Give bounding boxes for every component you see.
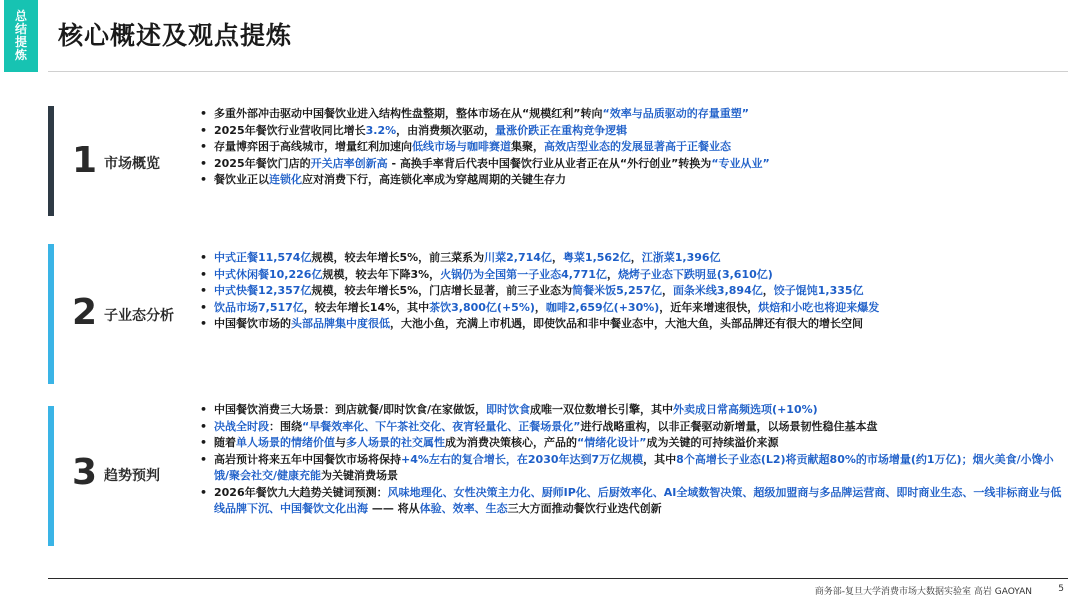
highlight-text: “情绪化设计” bbox=[577, 436, 647, 449]
highlight-text: 低线市场与咖啡赛道 bbox=[412, 140, 511, 153]
highlight-text: 外卖成日常高频选项(+10%) bbox=[673, 403, 818, 416]
body-text: ， bbox=[661, 284, 673, 297]
section-number: 3 bbox=[72, 452, 98, 493]
highlight-text: 8个高增长子业态(L2)将贡献超80%的市场增量(约1万亿)；烟火美食/小馋小饿/聚会社交/健康充能 bbox=[214, 452, 1054, 482]
body-text: 餐饮业正以 bbox=[214, 173, 269, 186]
highlight-text: 中式休闲餐10,226亿 bbox=[214, 267, 323, 281]
highlight-text: 江浙菜1,396亿 bbox=[641, 251, 721, 264]
highlight-text: “专业从业” bbox=[711, 156, 770, 170]
highlight-text: 开关店率创新高 bbox=[310, 156, 388, 170]
bullet-item bbox=[200, 267, 1062, 284]
bullet-item bbox=[200, 250, 1062, 267]
highlight-text: 饮品市场7,517亿 bbox=[214, 300, 304, 314]
highlight-text: “效率与品质驱动的存量重塑” bbox=[602, 107, 749, 120]
bullet-item bbox=[200, 452, 1062, 485]
highlight-text: 咖啡2,659亿(+30%) bbox=[545, 300, 660, 314]
highlight-text: 单人场景的情绪价值 bbox=[236, 436, 335, 449]
body-text: 三大方面推动餐饮行业迭代创新 bbox=[507, 502, 662, 515]
section-number: 1 bbox=[72, 140, 98, 181]
footer-divider bbox=[48, 578, 1068, 579]
highlight-text: 即时饮食 bbox=[486, 403, 531, 416]
body-text: 中国餐饮消费三大场景：到店就餐/即时饮食/在家做饭， bbox=[214, 403, 487, 416]
body-text: - 高换手率背后代表中国餐饮行业从业者正在从“外行创业”转换为 bbox=[387, 156, 712, 170]
body-text: ，较去年增长14%，其中 bbox=[303, 300, 430, 314]
section-number: 2 bbox=[72, 292, 98, 333]
body-text: 存量博弈困于高线城市，增量红利加速向 bbox=[214, 140, 412, 153]
highlight-text: 火锅仍为全国第一子业态4,771亿 bbox=[440, 267, 607, 281]
body-text: ，其中 bbox=[643, 452, 677, 466]
highlight-text: 烘焙和小吃也将迎来爆发 bbox=[758, 300, 880, 314]
highlight-text: 量涨价跌正在重构竞争逻辑 bbox=[495, 123, 628, 137]
body-text: ， bbox=[606, 267, 618, 281]
body-text: 中国餐饮市场的 bbox=[214, 317, 291, 330]
body-text: 2026年餐饮九大趋势关键词预测： bbox=[214, 485, 388, 499]
highlight-text: 决战全时段 bbox=[214, 419, 269, 433]
body-text: 成唯一双位数增长引擎，其中 bbox=[530, 403, 674, 416]
highlight-text: 3.2% bbox=[365, 123, 397, 137]
section-tab-label: 总结提炼 bbox=[14, 9, 27, 62]
bullet-item bbox=[200, 316, 1062, 333]
section-label: 市场概览 bbox=[104, 156, 160, 172]
body-text: 规模，较去年下降3%， bbox=[322, 267, 441, 281]
bullet-item bbox=[200, 485, 1062, 518]
section-trend-forecast bbox=[48, 403, 1068, 546]
highlight-text: 简餐米饭5,257亿 bbox=[572, 284, 662, 297]
highlight-text: 多人场景的社交属性 bbox=[346, 436, 445, 449]
section-subformat-analysis bbox=[48, 244, 1068, 384]
body-text: ，近年来增速很快， bbox=[659, 300, 759, 314]
body-text: 进行战略重构，以非正餐驱动新增量，以场景韧性稳住基本盘 bbox=[580, 419, 878, 433]
body-text: 2025年餐饮门店的 bbox=[214, 156, 311, 170]
body-text: 应对消费下行，高连锁化率成为穿越周期的关键生存力 bbox=[302, 173, 566, 186]
body-text: ， bbox=[762, 284, 774, 297]
bullet-list bbox=[200, 106, 1062, 189]
highlight-text: 体验、效率、生态 bbox=[419, 502, 508, 515]
bullet-item bbox=[200, 172, 1062, 189]
highlight-text: 茶饮3,800亿(+5%) bbox=[429, 300, 535, 314]
bullet-item bbox=[200, 123, 1062, 140]
title-divider bbox=[48, 71, 1068, 72]
body-text: 成为消费决策核心，产品的 bbox=[445, 436, 577, 449]
highlight-text: 烧烤子业态下跌明显(3,610亿) bbox=[617, 267, 773, 281]
highlight-text: 中式快餐12,357亿 bbox=[214, 284, 312, 297]
body-text: 为关键消费场景 bbox=[321, 469, 399, 482]
bullet-item bbox=[200, 419, 1062, 436]
section-bar bbox=[48, 244, 54, 384]
highlight-text: 风味地理化、女性决策主力化、厨师IP化、后厨效率化、AI全域数智决策、超级加盟商与多品牌运营商、即时商业生态、一线非标商业与低线品牌下沉、中国餐饮文化出海 bbox=[214, 485, 1062, 515]
body-text: 与 bbox=[335, 436, 346, 449]
highlight-text: 头部品牌集中度很低 bbox=[291, 317, 390, 330]
footer-source: 商务部-复旦大学消费市场大数据实验室 高岩 GAOYAN bbox=[814, 587, 1032, 597]
bullet-item bbox=[200, 106, 1062, 123]
body-text: —— 将从 bbox=[368, 502, 420, 515]
bullet-list bbox=[200, 402, 1062, 518]
body-text: ：围绕 bbox=[269, 419, 302, 433]
body-text: 2025年餐饮行业营收同比增长 bbox=[214, 123, 366, 137]
bullet-item bbox=[200, 300, 1062, 317]
body-text: ，大池小鱼，充满上市机遇，即使饮品和非中餐业态中，大池大鱼，头部品牌还有很大的增长空间 bbox=[390, 317, 863, 330]
body-text: 规模，较去年增长5%，前三菜系为 bbox=[311, 251, 485, 264]
body-text: ， bbox=[630, 251, 642, 264]
section-market-overview bbox=[48, 106, 1068, 216]
section-bar bbox=[48, 106, 54, 216]
page-number: 5 bbox=[1058, 584, 1064, 594]
highlight-text: 中式正餐11,574亿 bbox=[214, 251, 312, 264]
bullet-item bbox=[200, 156, 1062, 173]
section-tab bbox=[4, 0, 38, 72]
bullet-item bbox=[200, 435, 1062, 452]
highlight-text: 连锁化 bbox=[269, 173, 302, 186]
bullet-item bbox=[200, 283, 1062, 300]
highlight-text: 粤菜1,562亿 bbox=[562, 251, 631, 264]
body-text: 成为关键的可持续溢价来源 bbox=[646, 436, 779, 449]
body-text: 规模，较去年增长5%，门店增长显著，前三子业态为 bbox=[311, 284, 573, 297]
highlight-text: 饺子馄饨1,335亿 bbox=[773, 284, 864, 297]
body-text: ， bbox=[551, 251, 563, 264]
body-text: 随着 bbox=[214, 436, 236, 449]
body-text: ，由消费频次驱动， bbox=[396, 123, 496, 137]
body-text: 高岩预计将来五年中国餐饮市场将保持 bbox=[214, 452, 401, 466]
bullet-list bbox=[200, 250, 1062, 333]
body-text: ， bbox=[534, 300, 546, 314]
section-label: 子业态分析 bbox=[104, 308, 174, 324]
section-label: 趋势预判 bbox=[104, 468, 160, 484]
page-title: 核心概述及观点提炼 bbox=[58, 21, 293, 50]
body-text: 集聚， bbox=[511, 140, 544, 153]
highlight-text: 高效店型业态的发展显著高于正餐业态 bbox=[544, 140, 731, 153]
highlight-text: 川菜2,714亿 bbox=[484, 251, 552, 264]
body-text: 多重外部冲击驱动中国餐饮业进入结构性盘整期，整体市场在从“规模红利”转向 bbox=[214, 107, 603, 120]
highlight-text: “早餐效率化、下午茶社交化、夜宵轻量化、正餐场景化” bbox=[302, 419, 581, 433]
section-bar bbox=[48, 406, 54, 546]
highlight-text: +4%左右的复合增长，在2030年达到7万亿规模 bbox=[401, 452, 644, 466]
highlight-text: 面条米线3,894亿 bbox=[672, 284, 763, 297]
bullet-item bbox=[200, 402, 1062, 419]
bullet-item bbox=[200, 139, 1062, 156]
